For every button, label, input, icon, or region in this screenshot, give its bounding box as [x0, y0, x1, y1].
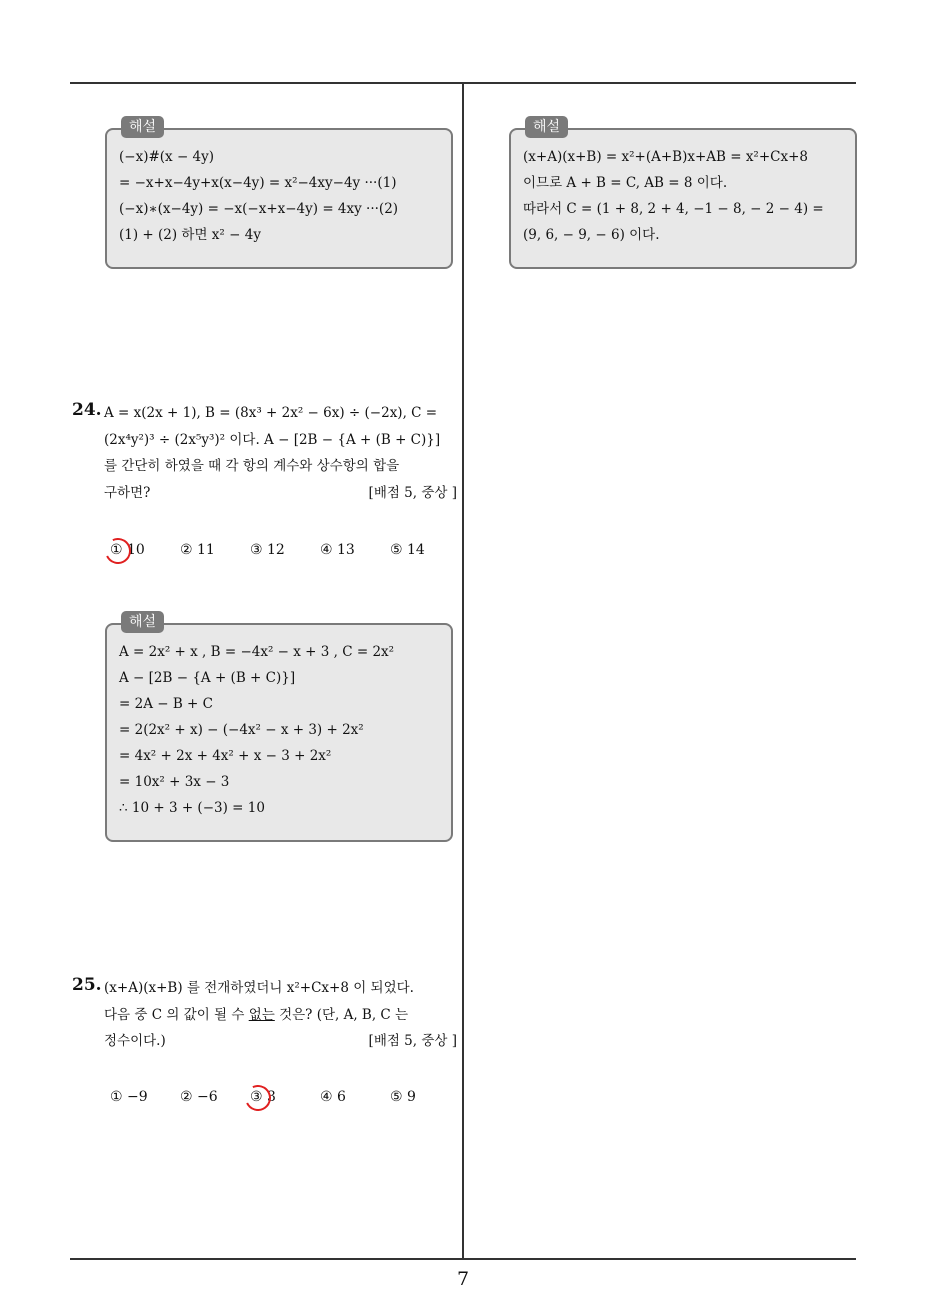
solution-line: (9, 6, − 9, − 6) 이다. [523, 227, 660, 243]
question-line: 다음 중 C 의 값이 될 수 없는 것은? (단, A, B, C 는 [104, 1006, 409, 1023]
solution-line: (1) + (2) 하면 x² − 4y [119, 227, 261, 243]
choice-4[interactable]: ④ 13 [320, 542, 355, 558]
question-line: (2x⁴y²)³ ÷ (2x⁵y³)² 이다. A − [2B − {A + (B + C)}] [104, 431, 441, 448]
choice-5[interactable]: ⑤ 9 [390, 1089, 416, 1105]
solution-line: (−x)#(x − 4y) [119, 149, 215, 165]
solution-line: 따라서 C = (1 + 8, 2 + 4, −1 − 8, − 2 − 4) = [523, 201, 824, 217]
solution-line: (−x)∗(x−4y) = −x(−x+x−4y) = 4xy ···(2) [119, 201, 399, 217]
choice-5[interactable]: ⑤ 14 [390, 542, 425, 558]
solution-line: (x+A)(x+B) = x²+(A+B)x+AB = x²+Cx+8 [523, 149, 809, 165]
solution-line: A − [2B − {A + (B + C)}] [119, 670, 296, 686]
question-number: 25. [72, 975, 102, 995]
question-line: 를 간단히 하였을 때 각 항의 계수와 상수항의 합을 [104, 458, 400, 474]
solution-box-24 [105, 614, 453, 842]
solution-line: = −x+x−4y+x(x−4y) = x²−4xy−4y ···(1) [119, 175, 397, 191]
page-number: 7 [456, 1268, 470, 1290]
choice-4[interactable]: ④ 6 [320, 1089, 346, 1105]
solution-line: A = 2x² + x , B = −4x² − x + 3 , C = 2x² [119, 644, 395, 660]
question-number: 24. [72, 400, 102, 420]
choice-3[interactable]: ③ 12 [250, 542, 285, 558]
solution-line: 이므로 A + B = C, AB = 8 이다. [523, 175, 728, 191]
question-line: (x+A)(x+B) 를 전개하였더니 x²+Cx+8 이 되었다. [104, 980, 414, 996]
choice-1[interactable]: ① −9 [110, 1089, 148, 1105]
answer-circle-mark [101, 534, 134, 567]
solution-line: = 10x² + 3x − 3 [119, 774, 230, 790]
choices-24 [110, 542, 460, 558]
choice-2[interactable]: ② −6 [180, 1089, 218, 1105]
solution-line: = 4x² + 2x + 4x² + x − 3 + 2x² [119, 748, 332, 764]
choice-1[interactable]: ① 10 [110, 542, 180, 558]
question-line: 정수이다.) [104, 1033, 166, 1049]
solution-box-right [509, 119, 857, 269]
column-divider [462, 83, 464, 1259]
solution-line: = 2A − B + C [119, 696, 213, 712]
question-line: 구하면? [104, 484, 151, 501]
bottom-rule [70, 1258, 856, 1260]
solution-box-23 [105, 119, 453, 269]
score-label: [배점 5, 중상 ] [368, 1033, 457, 1049]
question-24 [72, 400, 457, 506]
solution-line: ∴ 10 + 3 + (−3) = 10 [119, 800, 265, 816]
choice-3[interactable]: ③ 3 [250, 1089, 320, 1105]
choices-25 [110, 1089, 460, 1105]
question-line: A = x(2x + 1), B = (8x³ + 2x² − 6x) ÷ (−2x), C = [104, 405, 438, 421]
choice-2[interactable]: ② 11 [180, 542, 215, 558]
solution-line: = 2(2x² + x) − (−4x² − x + 3) + 2x² [119, 722, 364, 738]
answer-circle-mark [241, 1081, 274, 1114]
score-label: [배점 5, 중상 ] [368, 484, 457, 501]
emphasis-underline: 없는 [248, 1006, 275, 1023]
solution-tag: 해설 [525, 116, 568, 138]
solution-tag: 해설 [121, 116, 164, 138]
question-25 [72, 975, 457, 1055]
solution-tag: 해설 [121, 611, 164, 633]
